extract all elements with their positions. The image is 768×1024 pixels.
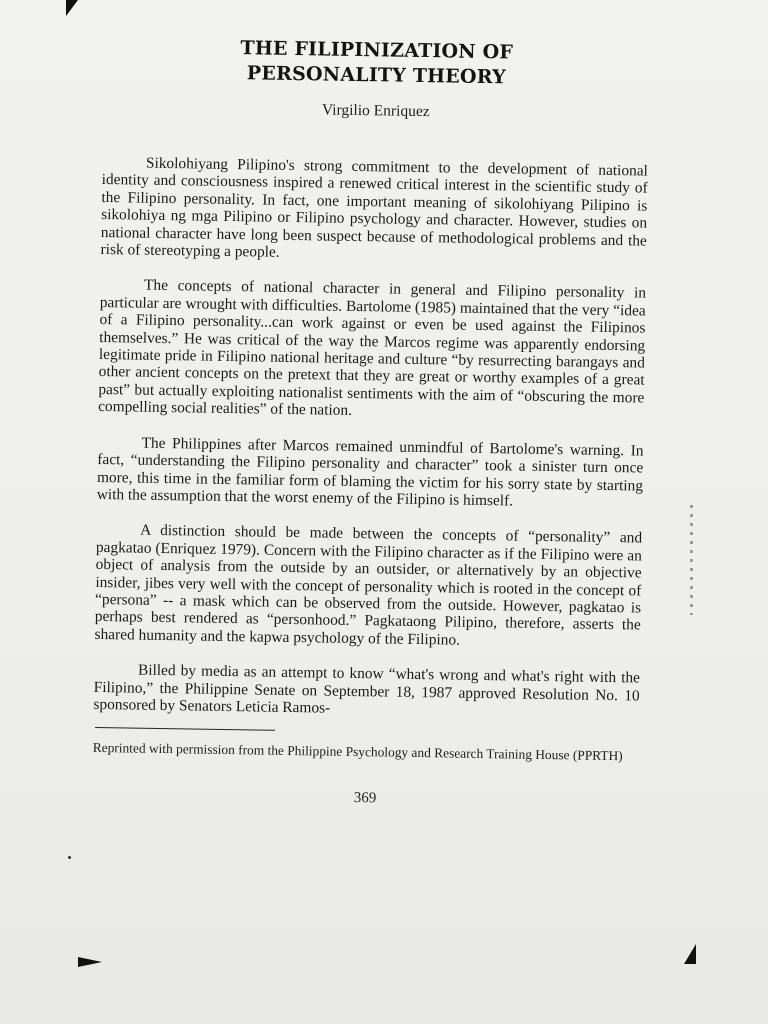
footnote-divider [95, 727, 275, 731]
article-title-line-2: PERSONALITY THEORY [246, 62, 507, 89]
article-title [103, 34, 650, 93]
body-paragraph-5: Billed by media as an attempt to know “what's wrong and what's right with the Filipino,” the Philippine Senate on September 18, 1987 approved Resolution No. 10 sponsored by Senators Leticia Ramos- [93, 661, 641, 717]
body-paragraph-2: The concepts of national character in general and Filipino personality in particular are wrought with difficulties. Bartolome (1985) maintained that the very “idea of a Filipino personality...can work against or even be used against the Filipinos themselves.” He was critical of the way the Marcos regime was apparently endorsing legitimate pride in Filipino national heritage and culture “by resurrecting barangays and other ancient concepts on the pretext that they are great or worthy examples of a great past” but actually exploiting nationalist sentiments with the aim of “obscuring the more compelling social realities” of the nation. [98, 277, 647, 420]
page-content [92, 34, 650, 812]
article-title-line-1: THE FILIPINIZATION OF [240, 37, 514, 64]
page-number: 369 [353, 790, 377, 807]
scan-corner-mark [684, 944, 696, 964]
body-paragraph-1: Sikolohiyang Pilipino's strong commitment to the development of national identity and consciousness inspired a renewed critical interest in the scientific study of the Filipino personality. In fact, one important meaning of sikolohiyang Pilipino is sikolohiya ng mga Pilipino or Filipino psychology and character. However, studies on national character have long been suspect because of methodological problems and the risk of stereotyping a people. [100, 154, 649, 261]
footnote: Reprinted with permission from the Philippine Psychology and Research Training House (PPRTH) [92, 740, 623, 764]
article-body [93, 154, 648, 722]
body-paragraph-3: The Philippines after Marcos remained unmindful of Bartolome's warning. In fact, “understanding the Filipino personality and character” took a sinister turn once more, this time in the familiar form of blaming the victim for his sorry state by starting with the assumption that the worst enemy of the Filipino is himself. [96, 434, 644, 510]
binding-edge-marks [690, 505, 693, 615]
scan-arrow-mark [78, 957, 102, 967]
article-author: Virgilio Enriquez [321, 101, 430, 121]
body-paragraph-4: A distinction should be made between the concepts of “personality” and pagkatao (Enriquez 1979). Concern with the Filipino character as if the Filipino were an object of analysis from the outside by an outsider, or alternatively by an objective insider, jibes very well with the concept of personality which is rooted in the concept of “persona” -- a mask which can be observed from the outside. However, pagkatao is perhaps best rendered as “personhood.” Pagkataong Pilipino, therefore, asserts the shared humanity and the kapwa psychology of the Filipino. [94, 521, 643, 649]
margin-speck [68, 856, 71, 859]
scan-corner-mark [66, 0, 78, 16]
